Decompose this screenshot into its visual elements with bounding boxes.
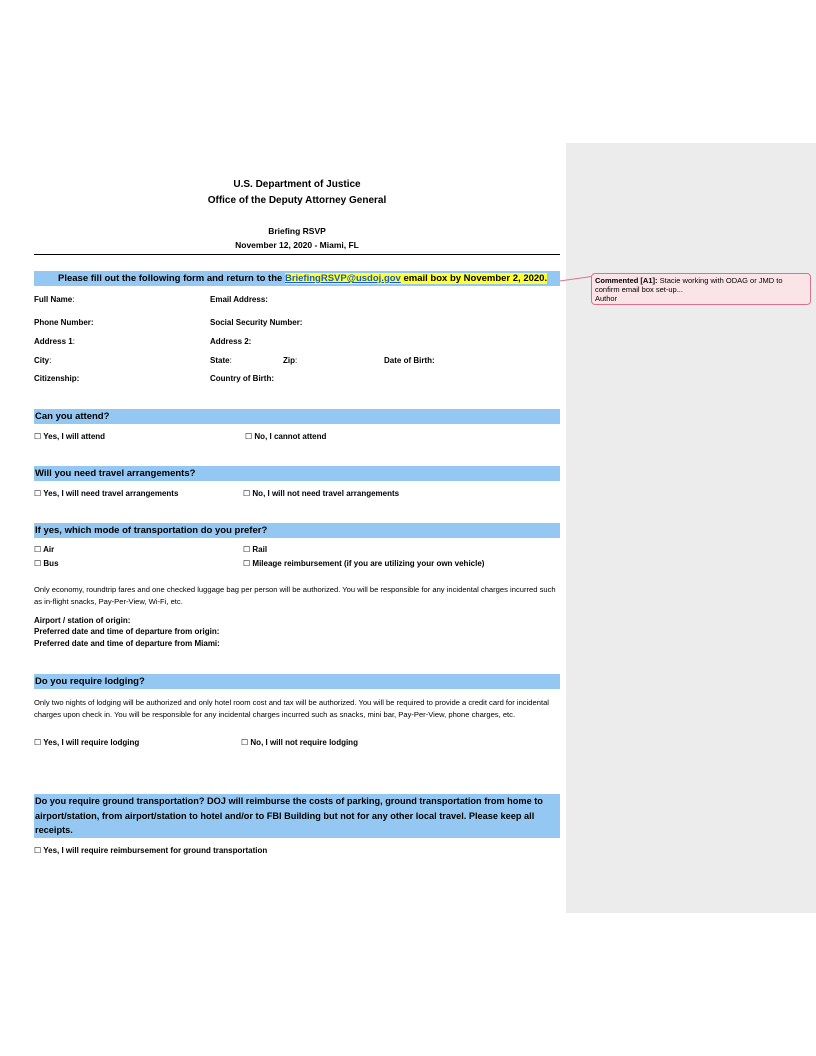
ssn-label: Social Security Number: <box>210 318 303 327</box>
event-title: Briefing RSVP <box>268 226 326 236</box>
email-label: Email Address: <box>210 295 268 304</box>
checkbox-icon: ☐ <box>243 489 251 498</box>
ground-yes-option[interactable]: ☐ Yes, I will require reimbursement for ground transportation <box>34 846 268 855</box>
rail-option[interactable]: ☐ Rail <box>243 545 268 554</box>
checkbox-icon: ☐ <box>34 738 42 747</box>
checkbox-icon: ☐ <box>34 545 42 554</box>
comment-balloon[interactable] <box>591 273 811 305</box>
travel-no-option[interactable]: ☐ No, I will not need travel arrangements <box>243 489 400 498</box>
travel-yes-option[interactable]: ☐ Yes, I will need travel arrangements <box>34 489 179 498</box>
lodging-heading: Do you require lodging? <box>34 674 560 689</box>
header-rule <box>34 254 560 255</box>
travel-heading: Will you need travel arrangements? <box>34 466 560 481</box>
office-title: Office of the Deputy Attorney General <box>207 195 387 206</box>
checkbox-icon: ☐ <box>241 738 249 747</box>
event-date: November 12, 2020 - Miami, FL <box>235 240 359 250</box>
transport-note: Only economy, roundtrip fares and one checked luggage bag per person will be authorized. You will be responsible for any incidental charges incurred such as in-flight snacks, Pay-Per-View, Wi-Fi, etc. <box>34 585 556 606</box>
checkbox-icon: ☐ <box>34 432 42 441</box>
comment-pane <box>566 143 816 913</box>
comment-label: Commented [A1]: <box>595 276 658 285</box>
state-label: State: <box>210 356 232 365</box>
lodging-note: Only two nights of lodging will be authorized and only hotel room cost and tax will be authorized. You will be required to provide a credit card for incidental charges upon check in. You will be responsible for any incidental charges incurred such as snacks, mini bar, Pay-Per-View, phone charges, etc. <box>34 698 549 719</box>
checkbox-icon: ☐ <box>245 432 253 441</box>
email-link[interactable]: BriefingRSVP@usdoj.gov <box>284 273 401 284</box>
origin-label: Airport / station of origin: <box>34 616 131 625</box>
attend-no-option[interactable]: ☐ No, I cannot attend <box>245 432 327 441</box>
transport-heading: If yes, which mode of transportation do you prefer? <box>34 523 560 538</box>
departure-origin-label: Preferred date and time of departure from origin: <box>34 627 220 636</box>
comment-text: Stacie working with ODAG or JMD to confirm email box set-up... <box>595 276 783 294</box>
country-birth-label: Country of Birth: <box>210 374 274 383</box>
address2-label: Address 2: <box>210 337 252 346</box>
banner-text: Please fill out the following form and return to the BriefingRSVP@usdoj.gov email box by November 2, 2020. <box>58 273 548 284</box>
checkbox-icon: ☐ <box>243 559 251 568</box>
checkbox-icon: ☐ <box>34 489 42 498</box>
city-label: City: <box>34 356 52 365</box>
instructions-banner <box>34 271 560 286</box>
bus-option[interactable]: ☐ Bus <box>34 559 59 568</box>
lodging-no-option[interactable]: ☐ No, I will not require lodging <box>241 738 358 747</box>
checkbox-icon: ☐ <box>243 545 251 554</box>
attend-heading: Can you attend? <box>34 409 560 424</box>
checkbox-icon: ☐ <box>34 846 42 855</box>
zip-label: Zip: <box>283 356 298 365</box>
attend-yes-option[interactable]: ☐ Yes, I will attend <box>34 432 106 441</box>
departure-miami-label: Preferred date and time of departure from Miami: <box>34 639 220 648</box>
ground-heading: Do you require ground transportation? DOJ will reimburse the costs of parking, ground transportation from home to airport/station, from airport/station to hotel and/or to FBI Building but not for any other local travel. Please keep all receipts. <box>34 794 560 838</box>
full-name-label: Full Name: <box>34 295 75 304</box>
address1-label: Address 1: <box>34 337 75 346</box>
checkbox-icon: ☐ <box>34 559 42 568</box>
comment-author: Author <box>595 294 618 303</box>
mileage-option[interactable]: ☐ Mileage reimbursement (if you are utilizing your own vehicle) <box>243 559 485 568</box>
dob-label: Date of Birth: <box>384 356 435 365</box>
agency-title: U.S. Department of Justice <box>233 179 361 190</box>
citizenship-label: Citizenship: <box>34 374 80 383</box>
lodging-yes-option[interactable]: ☐ Yes, I will require lodging <box>34 738 140 747</box>
air-option[interactable]: ☐ Air <box>34 545 55 554</box>
phone-label: Phone Number: <box>34 318 94 327</box>
